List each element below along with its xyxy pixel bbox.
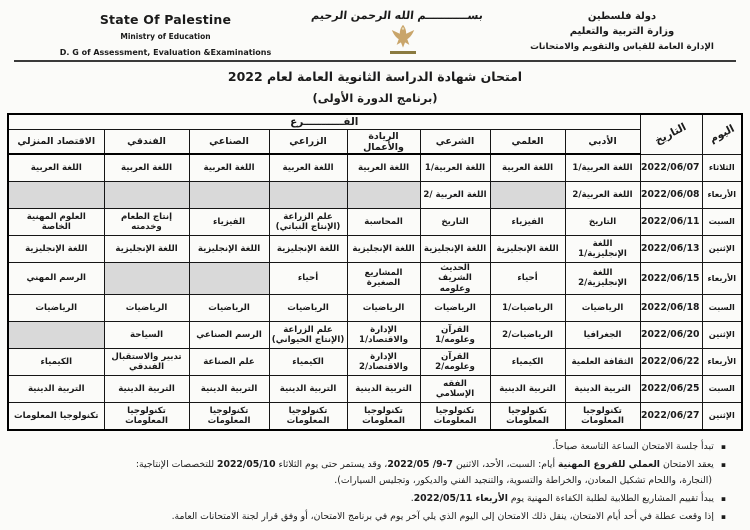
footnote-item (8, 458, 726, 471)
day-cell: السبت (702, 294, 742, 321)
subject-cell: الرسم الصناعي (189, 321, 269, 348)
subject-cell: الرياضيات/2 (490, 321, 565, 348)
subject-cell: الجغرافيا (565, 321, 640, 348)
subject-cell: اللغة العربية/2 (565, 182, 640, 209)
document-header (0, 0, 750, 57)
subject-cell: اللغة العربية/1 (420, 154, 490, 182)
subject-cell (104, 263, 189, 295)
subject-cell: الرسم المهني (8, 263, 104, 295)
subject-cell: التاريخ (565, 209, 640, 236)
subject-cell: اللغة العربية/1 (565, 154, 640, 182)
date-cell: 2022/06/15 (640, 263, 702, 295)
subject-cell (8, 321, 104, 348)
subject-cell: القرآن وعلومه/1 (420, 321, 490, 348)
day-cell: الأربعاء (702, 348, 742, 375)
table-row (8, 294, 742, 321)
footnote-text: يبدأ تقييم المشاريع الطلابية لطلبة الكفاءة المهنية يوم الأربعاء 2022/05/11. (410, 492, 714, 504)
subject-cell: اللغة الإنجليزية (420, 236, 490, 263)
subject-cell: اللغة الإنجليزية (269, 236, 347, 263)
subject-cell: الرياضيات (269, 294, 347, 321)
bullet-marker-icon: ▪ (720, 511, 726, 521)
subject-cell: تكنولوجيا المعلومات (490, 402, 565, 430)
day-cell: الإثنين (702, 236, 742, 263)
date-cell: 2022/06/18 (640, 294, 702, 321)
subject-cell: اللغة العربية (189, 154, 269, 182)
bismillah-calligraphy: بســـــــــــم الله الرحمن الرحيم (310, 9, 484, 22)
date-cell: 2022/06/25 (640, 375, 702, 402)
day-cell: السبت (702, 375, 742, 402)
directorate-name-en: D. G of Assessment, Evaluation &Examinations (59, 48, 272, 57)
date-cell: 2022/06/07 (640, 154, 702, 182)
table-row (8, 348, 742, 375)
subject-cell: القرآن وعلومه/2 (420, 348, 490, 375)
subject-cell: الحديث الشريف وعلومه (420, 263, 490, 295)
subject-cell: اللغة الإنجليزية (8, 236, 104, 263)
palestine-eagle-emblem-icon (323, 23, 483, 54)
exam-session-subtitle: (برنامج الدورة الأولى) (312, 91, 438, 105)
subject-cell (490, 182, 565, 209)
date-cell: 2022/06/11 (640, 209, 702, 236)
document-title-block (0, 69, 750, 105)
subject-cell: الفيزياء (189, 209, 269, 236)
subject-cell: اللغة العربية (269, 154, 347, 182)
table-row (8, 154, 742, 182)
branch-column-header: الشرعي (420, 130, 490, 155)
subject-cell (8, 182, 104, 209)
subject-cell: اللغة العربية (104, 154, 189, 182)
header-divider (14, 60, 736, 62)
subject-cell: الكيمياء (8, 348, 104, 375)
branch-column-header: الزراعي (269, 130, 347, 155)
day-cell: الأربعاء (702, 263, 742, 295)
state-name-en: State Of Palestine (99, 12, 232, 27)
subject-cell: تكنولوجيا المعلومات (347, 402, 420, 430)
date-column-header: التاريخ (640, 114, 702, 154)
branch-span-row (8, 114, 742, 130)
subject-cell: الرياضيات (347, 294, 420, 321)
table-row (8, 209, 742, 236)
subject-cell: علم الزراعة (الإنتاج الحيواني) (269, 321, 347, 348)
subject-cell: تكنولوجيا المعلومات (420, 402, 490, 430)
subject-cell: الثقافة العلمية (565, 348, 640, 375)
ministry-name-ar: وزارة التربية والتعليم (569, 26, 675, 37)
subject-cell: التاريخ (420, 209, 490, 236)
subject-cell: اللغة الإنجليزية (189, 236, 269, 263)
ministry-name-en: Ministry of Education (120, 32, 211, 41)
branch-column-header: الصناعي (189, 130, 269, 155)
subject-cell: الرياضيات (420, 294, 490, 321)
subject-cell (189, 182, 269, 209)
state-name-ar: دولة فلسطين (587, 11, 657, 22)
footnote-item (8, 492, 726, 505)
subject-cell (347, 182, 420, 209)
table-row (8, 402, 742, 430)
footnote-text: يعقد الامتحان العملي للفروع المهنية أيام: السبت، الأحد، الاثنين 7-9/ 2022/05، وقد يستمر حتى يوم الثلاثاء 2022/05/10 للتخصصات الإنتاجية: (135, 458, 714, 470)
subject-cell: اللغة الإنجليزية/1 (565, 236, 640, 263)
date-cell: 2022/06/20 (640, 321, 702, 348)
date-cell: 2022/06/22 (640, 348, 702, 375)
subject-cell: تدبير والاستقبال الفندقي (104, 348, 189, 375)
subject-cell: اللغة العربية (8, 154, 104, 182)
branch-span-header: الفـــــــــــرع (8, 114, 640, 130)
branch-column-header: الاقتصاد المنزلي (8, 130, 104, 155)
exam-table-body (8, 154, 742, 430)
subject-cell: اللغة الإنجليزية (104, 236, 189, 263)
footnotes-section (8, 440, 726, 523)
subject-cell: تكنولوجيا المعلومات (189, 402, 269, 430)
exam-schedule-table (7, 113, 743, 431)
subject-cell: تكنولوجيا المعلومات (104, 402, 189, 430)
subject-cell: الرياضيات (8, 294, 104, 321)
day-cell: الثلاثاء (702, 154, 742, 182)
subject-cell: التربية الدينية (104, 375, 189, 402)
footnote-text: تبدأ جلسة الامتحان الساعة التاسعة صباحاً. (552, 440, 714, 452)
subject-cell: علم الزراعة (الإنتاج النباتي) (269, 209, 347, 236)
subject-cell: اللغة العربية (347, 154, 420, 182)
day-cell: الإثنين (702, 321, 742, 348)
subject-cell: اللغة العربية (490, 154, 565, 182)
subject-cell (104, 182, 189, 209)
subject-cell: التربية الدينية (189, 375, 269, 402)
subject-cell: الفيزياء (490, 209, 565, 236)
subject-cell: الكيمياء (269, 348, 347, 375)
table-row (8, 321, 742, 348)
table-row (8, 182, 742, 209)
footnote-text: إذا وقعت عطلة في أحد أيام الامتحان، ينقل ذلك الامتحان إلى اليوم الذي يلي آخر يوم في برنامج الامتحان، أو وفق قرار لجنة الامتحانات العامة. (171, 510, 714, 522)
emblem-banner (390, 51, 416, 54)
date-cell: 2022/06/13 (640, 236, 702, 263)
directorate-name-ar: الإدارة العامة للقياس والتقويم والامتحانات (530, 42, 714, 52)
subject-cell: علم الصناعة (189, 348, 269, 375)
branch-column-header: الفندقي (104, 130, 189, 155)
bullet-marker-icon: ▪ (720, 441, 726, 451)
subject-cell: التربية الدينية (490, 375, 565, 402)
subject-cell: اللغة الإنجليزية/2 (565, 263, 640, 295)
header-center-block (310, 9, 484, 54)
footnote-item (8, 510, 726, 523)
table-row (8, 236, 742, 263)
table-head (8, 114, 742, 154)
subject-cell: تكنولوجيا المعلومات (8, 402, 104, 430)
subject-cell: الرياضيات (565, 294, 640, 321)
bullet-marker-icon: ▪ (720, 459, 726, 469)
footnote-continuation (8, 474, 726, 487)
subject-cell: التربية الدينية (8, 375, 104, 402)
day-cell: السبت (702, 209, 742, 236)
header-english-block (48, 9, 283, 57)
footnote-text: (النجارة، واللحام تشكيل المعادن، والخراطة والتسوية، والتنجيد الفني والديكور، وتجليس السيارات). (334, 474, 712, 486)
day-column-header: اليوم (702, 114, 742, 154)
table-row (8, 263, 742, 295)
subject-cell: التربية الدينية (269, 375, 347, 402)
subject-cell: الكيمياء (490, 348, 565, 375)
subject-cell: اللغة الإنجليزية (347, 236, 420, 263)
subject-cell: الرياضيات (189, 294, 269, 321)
subject-cell (189, 263, 269, 295)
subject-cell (269, 182, 347, 209)
subject-cell: أحياء (269, 263, 347, 295)
subject-cell: المشاريع الصغيرة (347, 263, 420, 295)
branch-header-row (8, 130, 742, 155)
subject-cell: الإدارة والاقتصاد/1 (347, 321, 420, 348)
bullet-marker-icon: ▪ (720, 493, 726, 503)
header-arabic-block (522, 9, 722, 52)
subject-cell: اللغة العربية /2 (420, 182, 490, 209)
subject-cell: أحياء (490, 263, 565, 295)
branch-column-header: الريادة والأعمال (347, 130, 420, 155)
branch-column-header: العلمي (490, 130, 565, 155)
subject-cell: الرياضيات/1 (490, 294, 565, 321)
subject-cell: الإدارة والاقتصاد/2 (347, 348, 420, 375)
day-cell: الإثنين (702, 402, 742, 430)
day-cell: الأربعاء (702, 182, 742, 209)
subject-cell: العلوم المهنية الخاصة (8, 209, 104, 236)
table-row (8, 375, 742, 402)
subject-cell: التربية الدينية (565, 375, 640, 402)
subject-cell: تكنولوجيا المعلومات (269, 402, 347, 430)
subject-cell: اللغة الإنجليزية (490, 236, 565, 263)
date-cell: 2022/06/27 (640, 402, 702, 430)
subject-cell: التربية الدينية (347, 375, 420, 402)
subject-cell: المحاسبة (347, 209, 420, 236)
footnote-item (8, 440, 726, 453)
subject-cell: الرياضيات (104, 294, 189, 321)
branch-column-header: الأدبي (565, 130, 640, 155)
exam-title: امتحان شهادة الدراسة الثانوية العامة لعام 2022 (227, 69, 523, 84)
subject-cell: تكنولوجيا المعلومات (565, 402, 640, 430)
date-cell: 2022/06/08 (640, 182, 702, 209)
subject-cell: السياحة (104, 321, 189, 348)
subject-cell: إنتاج الطعام وخدمته (104, 209, 189, 236)
subject-cell: الفقه الإسلامي (420, 375, 490, 402)
